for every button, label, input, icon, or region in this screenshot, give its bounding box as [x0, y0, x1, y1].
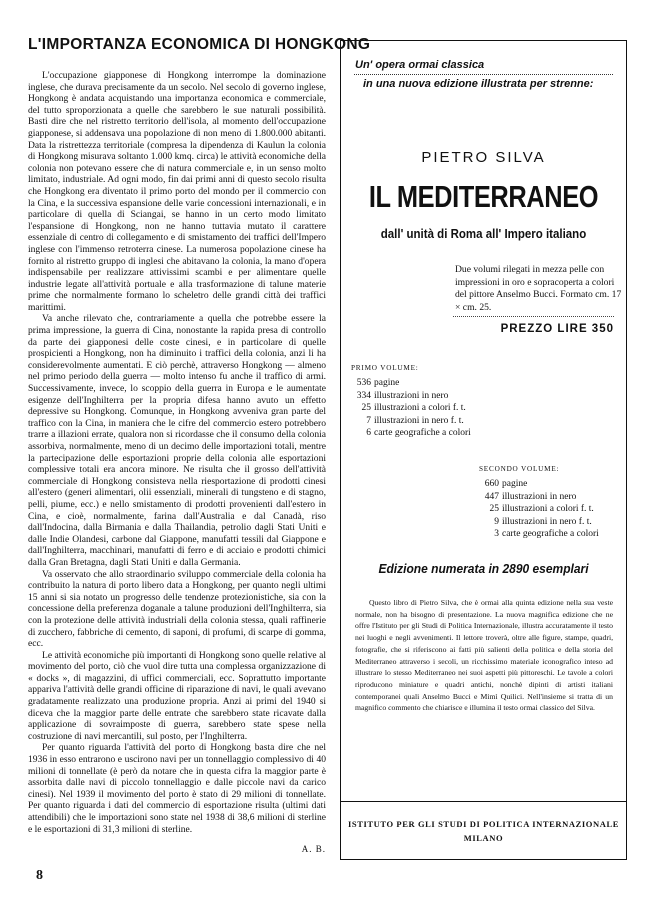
list-item: 25 illustrazioni a colori f. t.	[361, 403, 466, 414]
volume-2-heading: SECONDO VOLUME:	[479, 465, 560, 473]
list-item: 6 carte geografiche a colori	[366, 428, 471, 439]
article-paragraph-4: Le attività economiche più importanti di Hongkong sono quelle relative al movimento del porto, ciò che vuol dire tutta una complessa organizzazione di « docks », di magazzini, di uffici commerciali, ecc. Soprattutto importante appariva l'attività delle grandi officine di riparazione di navi, le quali avevano gradatamente realizzato una produzione propria. Anzi ai primi del 1940 si diceva che la maggior parte delle entrate che sarebbero state ricavate dalla applicazione di sovraimposte di guerra, sarebbero state spese nella costruzione di navi mercantili, sul posto, per l'Inghilterra.	[28, 649, 326, 742]
ad-tagline-2: in una nuova edizione illustrata per strenne:	[363, 78, 594, 90]
ad-tagline-1: Un' opera ormai classica	[355, 59, 485, 71]
list-item: 3 carte geografiche a colori	[494, 529, 599, 540]
article-column	[28, 36, 371, 855]
book-blurb: Questo libro di Pietro Silva, che è ormai alla quinta edizione nella sua veste normale, non ha bisogno di presentazione. La nuova magnifica edizione che ne offre l'Istituto per gli Studi di Politica Internazionale, illustra accuratamente il testo nei luoghi e negli avvenimenti. Il lettore troverà, oltre alle figure, stampe, quadri, fotografie, che si riferiscono ai fatti più salienti della politica e della storia del Mediterraneo attraverso i secoli, un ricchissimo materiale iconografico inteso ad illustrare lo stesso Mediterraneo nei suoi aspetti più pittoreschi. Le tavole a colori riproducono miniature e quadri antichi, nonchè dipinti di artisti italiani contemporanei quali Anselmo Bucci e Mimì Quilici. Nell'insieme si tratta di un magnifico commento che chiarisce e illumina il testo ormai classico del Silva.	[355, 598, 613, 713]
list-item: 9 illustrazioni in nero f. t.	[494, 516, 592, 527]
price-divider	[453, 316, 614, 317]
list-item: 7 illustrazioni in nero f. t.	[366, 415, 464, 426]
volume-1-contents	[351, 377, 471, 440]
publisher-name: ISTITUTO PER GLI STUDI DI POLITICA INTERNAZIONALE	[347, 819, 620, 829]
book-subtitle: dall' unità di Roma all' Impero italiano	[380, 227, 587, 241]
list-item: 25 illustrazioni a colori f. t.	[489, 504, 594, 515]
article-title: L'IMPORTANZA ECONOMICA DI HONGKONG	[28, 36, 371, 53]
book-title: IL MEDITERRANEO	[368, 179, 599, 214]
article-paragraph-1: L'occupazione giapponese di Hongkong interrompe la dominazione inglese, che durava precisamente da un secolo. Nel secolo di governo inglese, Hongkong è andata acquistando una importanza economica e commerciale, del tutto sproporzionata a quelle che sarebbero le sue naturali possibilità. Basti dire che nel ristretto territorio dell'isola, al momento dell'occupazione giapponese, si addensava una popolazione di non meno di 1.800.000 abitanti. Data la ristrettezza territoriale (compresa la dipendenza di Kaulun la colonia di Hongkong misurava soltanto 1.000 kmq. circa) le attività economiche della colonia non potevano essere che di natura commerciale e, in un senso molto limitato, industriale. Ad ogni modo, fin dai primi anni di questo secolo risulta che Hongkong era diventato il primo porto del mondo per il commercio con la Cina, e la successiva espansione delle varie concessioni internazionali, e in particolare di quella di Sciangai, se hanno in un certo modo limitato l'espansione di Hongkong, non ne hanno tuttavia mutato il carattere essenziale di centro di collegamento e di smistamento dei traffici dell'Impero inglese con l'immenso retroterra cinese. La numerosa popolazione cinese ha fornito al ristretto gruppo di inglesi che abitavano la colonia, la mano d'opera indispensabile per realizzare attivissimi scambi e per alimentare quelle industrie legate all'attività portuale e alla trasformazione di talune materie prime che normalmente formano lo scheletro delle grandi città dei traffici marittimi.	[28, 70, 326, 313]
book-advertisement	[340, 40, 627, 860]
edition-note: Edizione numerata in 2890 esemplari	[378, 562, 589, 576]
page-number: 8	[36, 868, 43, 883]
ad-bottom-divider	[341, 801, 626, 802]
book-description: Due volumi rilegati in mezza pelle con impressioni in oro e sopracoperta a colori del pittore Anselmo Bucci. Formato cm. 17 × cm. 25.	[455, 264, 622, 313]
article-paragraph-3: Va osservato che allo straordinario sviluppo commerciale della colonia ha contribuito la natura di porto libero data a Hongkong, per quanto negli ultimi 15 anni si sia notato un progresso delle tendenze protezionistiche, sia con la concessione della preferenza doganale a talune produzioni dell'Inghilterra, sia con la protezione delle attività industriali della colonia stessa, quali raffinerie di zucchero, fabbriche di cemento, di saponi, di profumi, di scarpe di gomma, ecc.	[28, 568, 326, 650]
ad-dotted-divider	[354, 74, 613, 75]
list-item: 536 pagine	[356, 378, 400, 388]
volume-2-contents	[479, 478, 599, 541]
article-paragraph-2: Va anche rilevato che, contrariamente a quella che potrebbe essere la prima impressione, la guerra di Cina, nonostante la rapida presa di controllo da parte dei giapponesi delle coste cinesi, e in particolare di quelle prospicienti a Hongkong, non ha diminuito i traffici della colonia, anzi li ha considerevolmente aumentati. E ciò perchè, attraverso Hongkong — almeno nel primo periodo della guerra — molto intenso fu anche il traffico di armi. Successivamente, invece, lo scoppio della guerra in Europa e le aumentate esigenze dell'Inghilterra per la propria difesa hanno avuto un effetto depressive su Hongkong. Comunque, in Hongkong avveniva gran parte del traffico con la Cina, in maniera che le cifre del commercio estero potrebbero trarre a illazioni errate, qualora non si ricordasse che il consumo della colonia assorbiva, normalmente, meno di un decimo delle importazioni totali, mentre la partecipazione delle esportazioni proprie della colonia alle esportazioni complessive totali era ancora minore. Ne risulta che il grosso dell'attività commerciale di Hongkong consisteva nella riesportazione di prodotti cinesi all'estero (generi alimentari, olii essenziali, minerali di tungsteno e di stagno, pelli, piume, ecc.) e nello smistamento di prodotti provenienti dall'estero in Cina, e cioè, normalmente, farina dall'Australia e dal Canadà, riso dall'Indocina, dalla Birmania e dalla Thailandia, petrolio dagli Stati Uniti e dalle Indie Olandesi, carbone dal Giappone, manufatti tessili dal Giappone e dall'Inghilterra, macchinari, manufatti di ferro e di acciaio e prodotti chimici dalla Gran Bretagna, dagli Stati Uniti e dalla Germania.	[28, 313, 326, 568]
list-item: 447 illustrazioni in nero	[484, 491, 577, 502]
article-paragraph-5: Per quanto riguarda l'attività del porto di Hongkong basta dire che nel 1936 in esso entrarono e uscirono navi per un tonnellaggio complessivo di 40 milioni di tonnellate (è però da notare che in questa cifra la maggior parte è assorbita dalle navi di piccolo tonnellaggio e dalle piccole navi da carico cinesi). Nel 1939 il movimento del porto è stato di 29 milioni di tonnellate. Per quanto riguarda i dati del commercio di esportazione risulta (ultimi dati attendibili) che le importazioni sono state nel 1938 di 38,6 milioni di sterline e le esportazioni di 31,3 milioni di sterline.	[28, 742, 326, 835]
book-price: PREZZO LIRE 350	[500, 323, 614, 335]
volume-1-heading: PRIMO VOLUME:	[351, 364, 419, 372]
book-author: PIETRO SILVA	[421, 149, 546, 166]
publisher-block	[341, 817, 626, 845]
article-signature: A. B.	[301, 844, 326, 855]
list-item: 660 pagine	[484, 479, 528, 489]
list-item: 334 illustrazioni in nero	[356, 390, 449, 401]
publisher-city: MILANO	[463, 833, 504, 843]
